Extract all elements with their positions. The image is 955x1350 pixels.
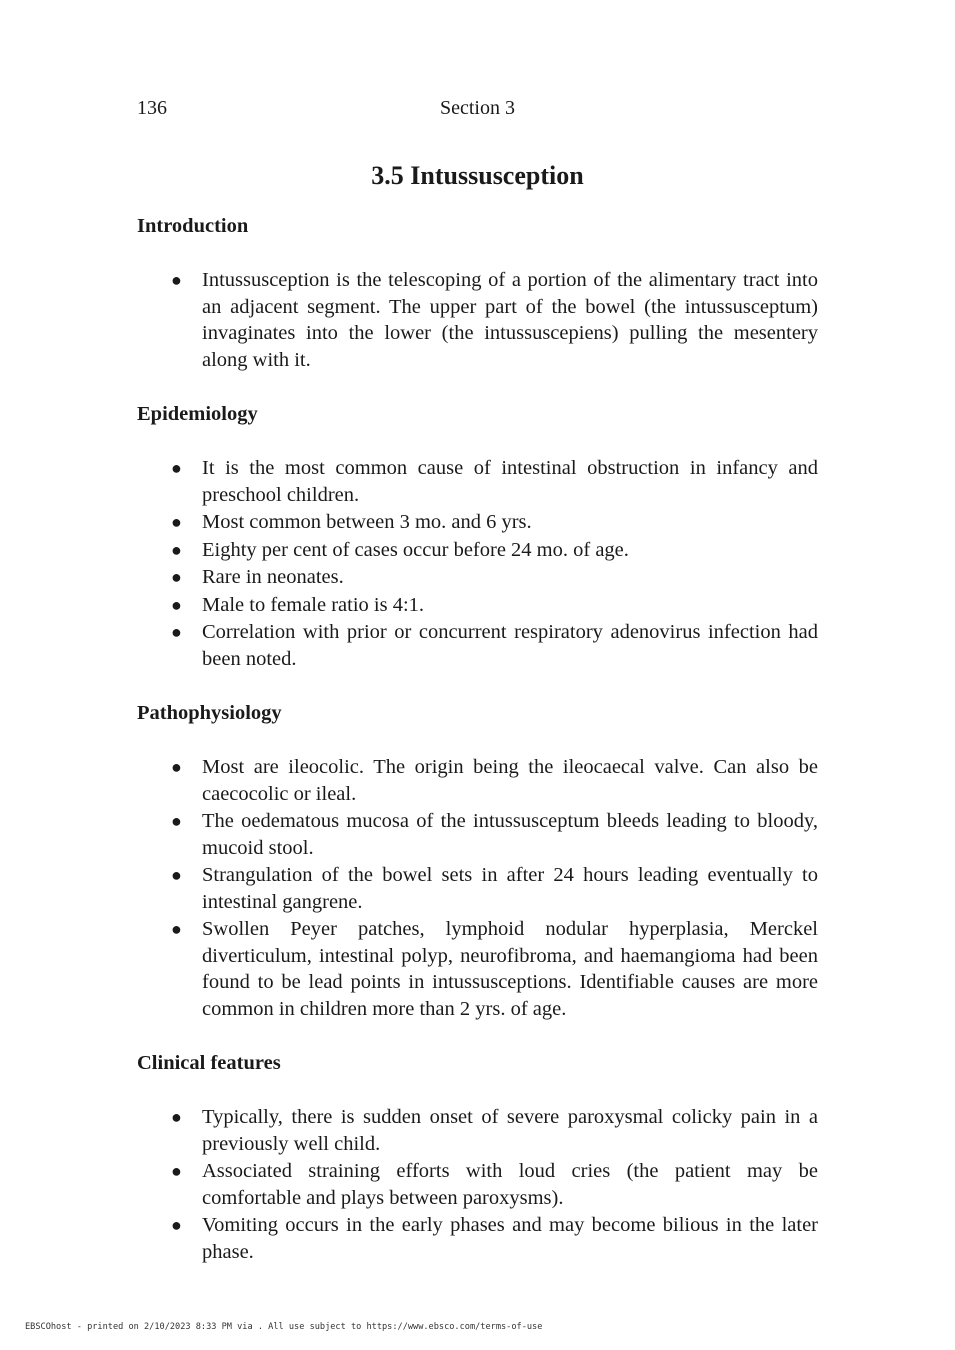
bullet-icon: ● [171,757,182,777]
section-heading: Introduction [137,215,249,237]
list-item-text: Most common between 3 mo. and 6 yrs. [202,511,532,533]
bullet-icon: ● [171,1107,182,1127]
list-item [137,267,818,373]
list-item-text: Rare in neonates. [202,566,344,588]
running-head: Section 3 [440,97,515,119]
bullet-list [137,1104,818,1265]
list-item-text: Vomiting occurs in the early phases and may become bilious in the later phase. [202,1214,818,1263]
bullet-icon: ● [171,458,182,478]
list-item [137,592,818,619]
bullet-icon: ● [171,567,182,587]
list-item-text: It is the most common cause of intestinal obstruction in infancy and preschool children. [202,457,818,506]
list-item [137,509,818,536]
main-content [137,212,818,1266]
list-item [137,754,818,807]
bullet-icon: ● [171,865,182,885]
list-item-text: Male to female ratio is 4:1. [202,593,425,616]
list-item [137,862,818,915]
list-item [137,808,818,861]
section-pathophysiology [137,699,818,1022]
bullet-list [137,754,818,1022]
bullet-icon: ● [171,622,182,642]
list-item-text: Eighty per cent of cases occur before 24 mo. of age. [202,538,629,561]
list-item [137,619,818,672]
list-item [137,916,818,1022]
list-item-text: Swollen Peyer patches, lymphoid nodular hyperplasia, Merckel diverticulum, intestinal polyp, neurofibroma, and haemangioma had been found to be lead points in intussusceptions. Identifiable causes are more common in children more than 2 yrs. of age. [202,918,818,1020]
bullet-icon: ● [171,919,182,939]
section-heading: Clinical features [137,1052,281,1074]
list-item-text: Intussusception is the telescoping of a portion of the alimentary tract into an adjacent segment. The upper part of the bowel (the intussusceptum) invaginates into the lower (the intussuscepiens) pulling the mesentery along with it. [202,269,818,371]
section-clinical-features [137,1049,818,1265]
bullet-icon: ● [171,811,182,831]
page-number: 136 [137,97,167,119]
list-item-text: Associated straining efforts with loud cries (the patient may be comfortable and plays between paroxysms). [202,1160,818,1209]
section-heading: Epidemiology [137,403,258,425]
section-heading: Pathophysiology [137,702,282,724]
bullet-list [137,267,818,373]
list-item [137,455,818,508]
list-item-text: Most are ileocolic. The origin being the ileocaecal valve. Can also be caecocolic or ileal. [202,756,818,805]
list-item-text: Strangulation of the bowel sets in after 24 hours leading eventually to intestinal gangrene. [202,864,818,913]
bullet-icon: ● [171,270,182,290]
bullet-icon: ● [171,512,182,532]
bullet-list [137,455,818,672]
list-item-text: Typically, there is sudden onset of severe paroxysmal colicky pain in a previously well child. [202,1106,818,1155]
list-item [137,564,818,591]
bullet-icon: ● [171,1161,182,1181]
list-item [137,1212,818,1265]
bullet-icon: ● [171,1215,182,1235]
list-item-text: The oedematous mucosa of the intussusceptum bleeds leading to bloody, mucoid stool. [202,810,818,859]
page-title: 3.5 Intussusception [371,161,584,190]
section-epidemiology [137,400,818,672]
bullet-icon: ● [171,594,182,615]
print-footer: EBSCOhost - printed on 2/10/2023 8:33 PM via . All use subject to https://www.ebsco.com/terms-of-use [25,1322,543,1332]
list-item [137,537,818,564]
list-item [137,1158,818,1211]
list-item-text: Correlation with prior or concurrent respiratory adenovirus infection had been noted. [202,621,818,670]
section-introduction [137,212,818,373]
list-item [137,1104,818,1157]
bullet-icon: ● [171,539,182,560]
